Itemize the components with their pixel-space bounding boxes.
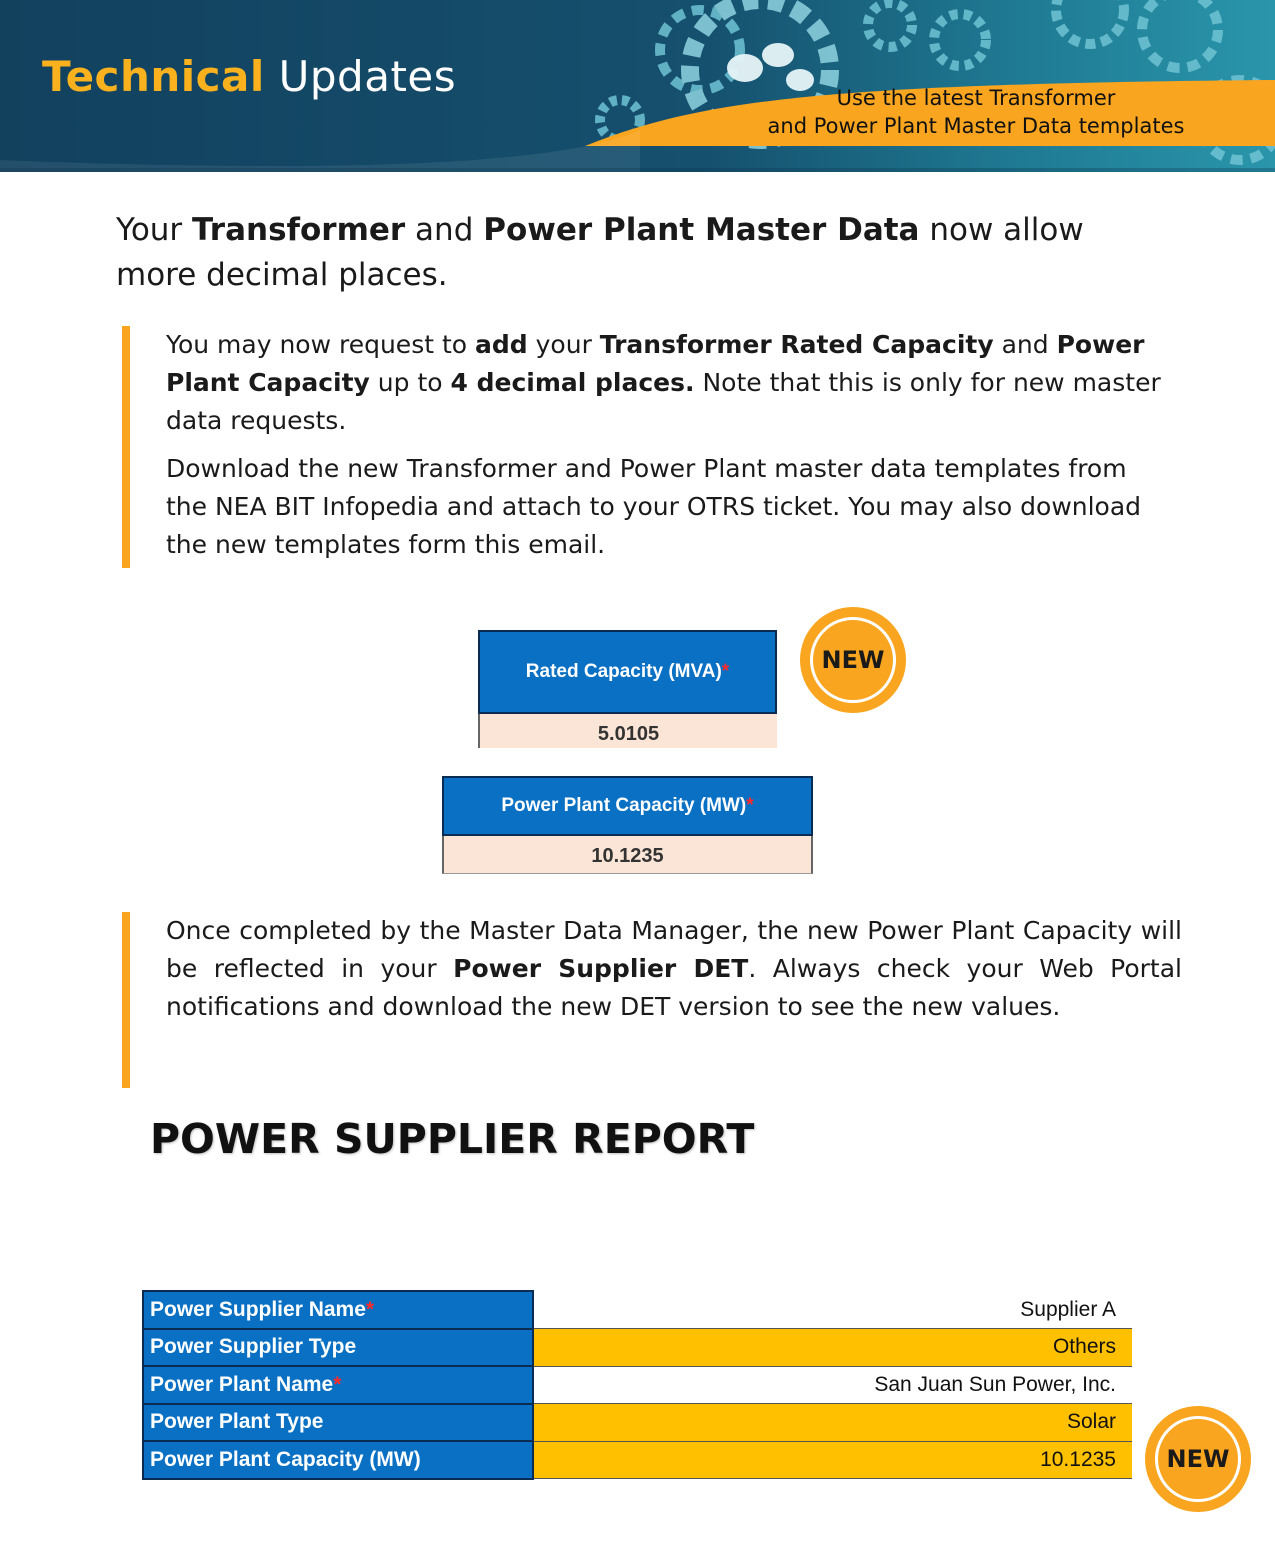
callout-text: and [993,330,1057,359]
table-row [143,1404,1132,1442]
callout-text: Once completed by the Master Data Manager, the new Power Plant Capacity will be reflected in your [166,916,1182,983]
callout-bold: 4 decimal places. [450,368,695,397]
new-badge [1145,1406,1251,1512]
rated-capacity-value: 5.0105 [478,714,777,748]
tagline-line1: Use the latest Transformer [836,86,1116,110]
report-table [142,1290,1132,1480]
row-label-text: Power Plant Type [150,1410,324,1434]
callout-text: You may now request to [166,330,476,359]
brand-title-part1: Technical [42,52,265,101]
new-badge-label: NEW [1155,1416,1241,1502]
intro-text: Your [116,212,193,248]
callout-request-info [122,326,1162,568]
callout-paragraph: Download the new Transformer and Power Plant master data templates from the NEA BIT Infopedia and attach to your OTRS ticket. You may also download the new templates form this email. [166,454,1142,559]
callout-paragraph [166,912,1182,1026]
row-label [143,1366,533,1404]
rated-capacity-header [478,630,777,714]
row-label-text: Power Supplier Name [150,1297,366,1321]
intro-text: and [405,212,484,248]
table-row [143,1291,1132,1329]
banner-tagline [741,84,1211,140]
new-badge-label: NEW [810,617,896,703]
plant-capacity-value: 10.1235 [442,836,813,874]
callout-text: your [527,330,600,359]
callout-text: . Always check your Web Portal notifications and download the new DET version to see the new values. [166,954,1182,1021]
brand-title-part2: Updates [278,52,457,101]
row-value: Supplier A [1020,1297,1116,1321]
header-banner [0,0,1275,172]
callout-bold: Power Plant Capacity [166,330,1145,397]
plant-capacity-sample [442,776,813,874]
callout-text: up to [369,368,451,397]
table-row [143,1329,1132,1367]
callout-paragraph [166,326,1162,440]
row-label [143,1404,533,1442]
callout-completion-info [122,912,1182,1088]
callout-bold: add [475,330,528,359]
report-title: POWER SUPPLIER REPORT [150,1115,755,1163]
callout-bold: Power Supplier DET [453,954,749,983]
row-label [143,1329,533,1367]
plant-capacity-header [442,776,813,836]
table-row [143,1441,1132,1479]
callout-bold: Transformer Rated Capacity [599,330,994,359]
row-value: San Juan Sun Power, Inc. [874,1372,1116,1396]
table-row [143,1366,1132,1404]
intro-heading [116,208,1166,298]
intro-bold: Power Plant Master Data [483,212,920,248]
row-value: Solar [533,1404,1132,1442]
intro-text: now allow more decimal places. [116,212,1084,293]
row-label [143,1291,533,1329]
row-value: 10.1235 [533,1441,1132,1479]
row-label [143,1441,533,1479]
brand-title [42,52,456,101]
row-label-text: Power Plant Capacity (MW) [150,1447,421,1471]
row-value: Others [533,1329,1132,1367]
rated-capacity-label: Rated Capacity (MVA) [525,661,722,682]
rated-capacity-sample [478,630,777,748]
row-label-text: Power Plant Name [150,1372,334,1396]
plant-capacity-label: Power Plant Capacity (MW) [501,795,747,816]
required-mark: * [333,1372,342,1396]
intro-bold: Transformer [192,212,406,248]
callout-text: Note that this is only for new master data requests. [166,368,1161,435]
row-label-text: Power Supplier Type [150,1335,357,1359]
required-mark: * [721,661,730,682]
new-badge [800,607,906,713]
required-mark: * [746,795,754,816]
required-mark: * [365,1297,375,1321]
tagline-line2: and Power Plant Master Data templates [767,114,1185,138]
